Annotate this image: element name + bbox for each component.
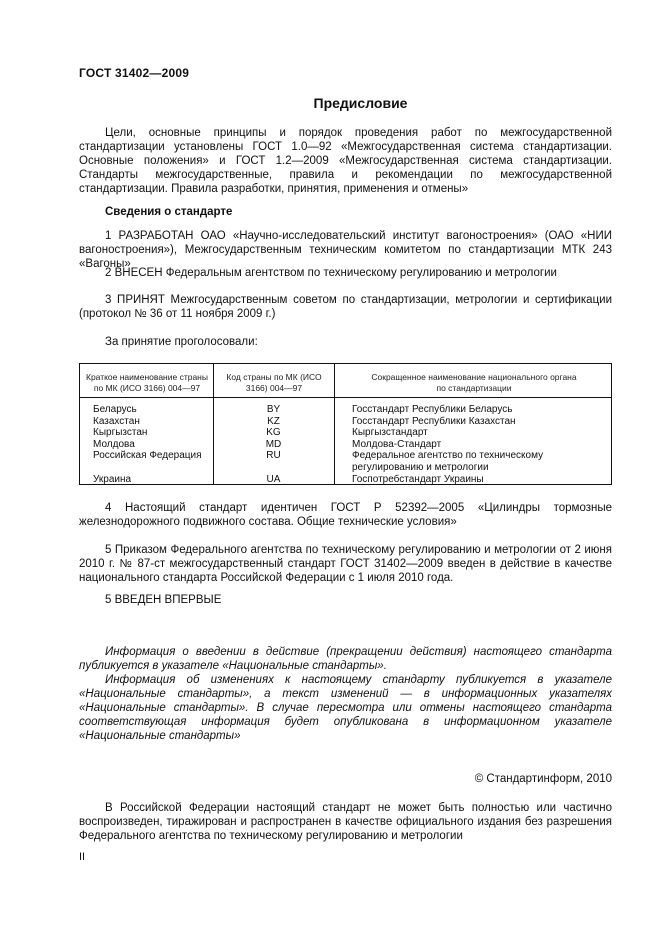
copyright: © Стандартинформ, 2010	[474, 773, 612, 785]
table-cell-code: MD	[265, 438, 282, 450]
item-1-paragraph: 1 РАЗРАБОТАН ОАО «Научно-исследовательский институт вагоностроения» (ОАО «НИИ вагоностроения»), Межгосударственным техническим комитетом по стандартизации МТК 243 «Вагоны»	[79, 230, 612, 270]
table-cell-body: Госпотребстандарт Украины	[352, 473, 484, 485]
section-heading: Сведения о стандарте	[105, 206, 233, 218]
table-cell-code: KZ	[267, 415, 280, 427]
table-cell-code: UA	[266, 473, 281, 485]
item-5-paragraph: 5 Приказом Федерального агентства по техническому регулированию и метрологии от 2 июня 2010 г. № 87-ст межгосударственный стандарт ГОСТ 31402—2009 введен в действие в качестве национального стандарта Российской Федерации с 1 июля 2010 года.	[79, 544, 612, 584]
item-3-paragraph: 3 ПРИНЯТ Межгосударственным советом по стандартизации, метрологии и сертификации (протокол № 36 от 11 ноября 2009 г.)	[79, 294, 612, 320]
table-cell-code: KG	[266, 427, 281, 439]
table-cell-country: Украина	[93, 473, 132, 485]
code-column	[213, 404, 334, 485]
body-column	[352, 404, 543, 485]
table-cell-body: Госстандарт Республики Казахстан	[352, 415, 516, 427]
table-header-body: Сокращенное наименование национального органа по стандартизации	[371, 372, 577, 393]
table-cell-country: Кыргызстан	[93, 427, 148, 439]
info-note-1: Информация о введении в действие (прекращении действия) настоящего стандарта публикуется в указателе «Национальные стандарты».	[79, 646, 612, 672]
page-title: Предисловие	[313, 95, 408, 111]
table-cell-code: RU	[266, 450, 281, 462]
table-cell-code: BY	[266, 404, 281, 415]
table-cell-body: регулированию и метрологии	[352, 461, 489, 473]
info-note-2: Информация об изменениях к настоящему стандарту публикуется в указателе «Национальные стандарты», а текст изменений — в информационных указателях «Национальные стандарты». В случае пересмотра или отмены настоящего стандарта соответствующая информация будет опубликована в информационном указателе «Национальные стандарты»	[79, 674, 612, 742]
item-2-paragraph: 2 ВНЕСЕН Федеральным агентством по техническому регулированию и метрологии	[105, 267, 557, 279]
table-cell-country: Казахстан	[93, 415, 140, 427]
table-divider	[334, 363, 335, 485]
table-cell-country: Беларусь	[93, 404, 137, 415]
table-cell-body: Молдова-Стандарт	[352, 438, 442, 450]
legal-notice: В Российской Федерации настоящий стандарт не может быть полностью или частично воспроизведен, тиражирован и распространен в качестве официального издания без разрешения Федерального агентства по техническому регулированию и метрологии	[79, 802, 612, 842]
vote-label: За принятие проголосовали:	[105, 336, 258, 348]
item-5b-paragraph: 5 ВВЕДЕН ВПЕРВЫЕ	[105, 594, 222, 606]
table-cell-body: Кыргызстандарт	[352, 427, 428, 439]
voting-table	[79, 363, 612, 485]
country-column	[93, 404, 202, 485]
table-header-divider	[79, 397, 612, 398]
table-cell-body: Госстандарт Республики Беларусь	[352, 404, 513, 415]
table-header-code: Код страны по МК (ИСО 3166) 004—97	[226, 372, 322, 393]
item-4-paragraph: 4 Настоящий стандарт идентичен ГОСТ Р 52392—2005 «Цилиндры тормозные железнодорожного подвижного состава. Общие технические условия»	[79, 502, 612, 528]
table-cell-country: Молдова	[93, 438, 135, 450]
table-cell-body: Федеральное агентство по техническому	[352, 450, 544, 462]
intro-paragraph: Цели, основные принципы и порядок проведения работ по межгосударственной стандартизации установлены ГОСТ 1.0—92 «Межгосударственная система стандартизации. Основные положения» и ГОСТ 1.2—2009 «Межгосударственная система стандартизации. Стандарты межгосударственные, правила и рекомендации по межгосударственной стандартизации. Правила разработки, принятия, применения и отмены»	[79, 127, 612, 195]
table-header-country: Краткое наименование страны по МК (ИСО 3166) 004—97	[86, 372, 208, 393]
page-number: II	[79, 851, 86, 863]
document-code: ГОСТ 31402—2009	[79, 66, 190, 80]
table-cell-country: Российская Федерация	[93, 450, 202, 462]
